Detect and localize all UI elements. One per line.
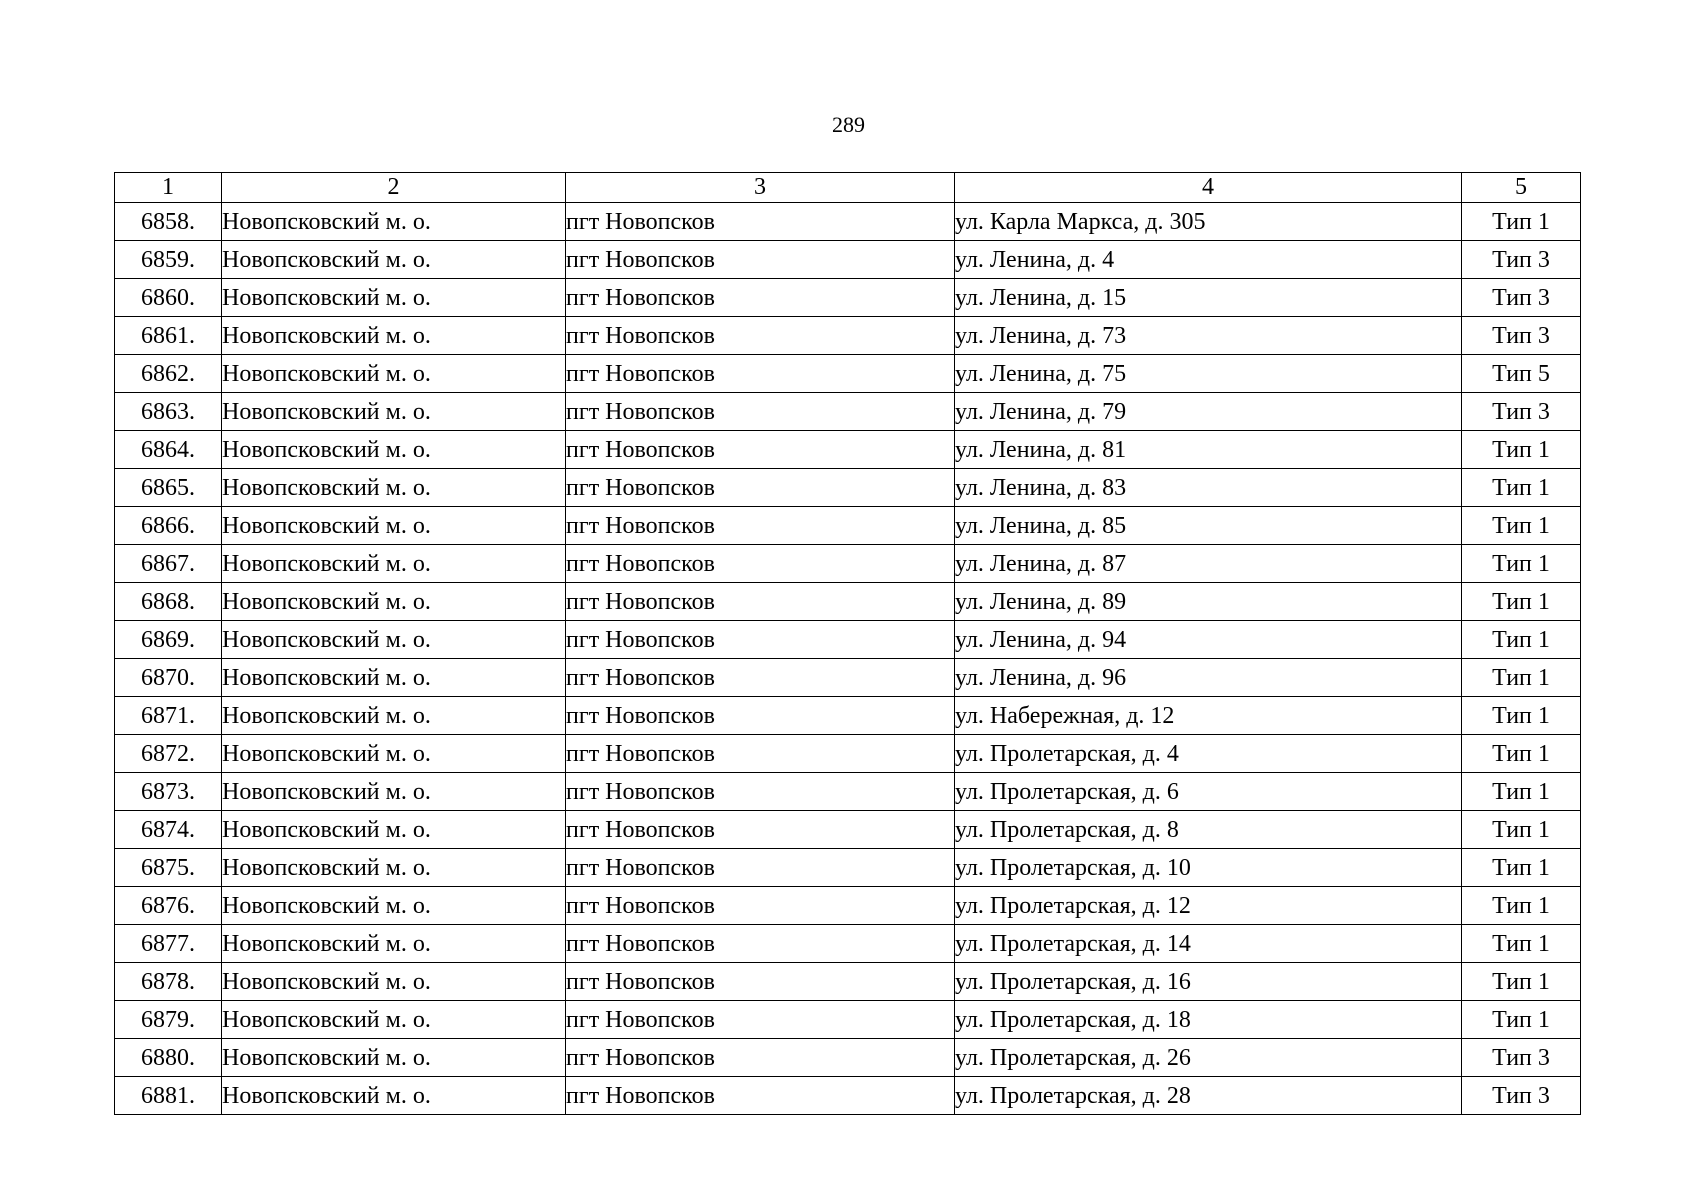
settlement-cell: пгт Новопсков bbox=[566, 469, 955, 507]
settlement-cell: пгт Новопсков bbox=[566, 735, 955, 773]
table-row bbox=[115, 811, 1581, 849]
table-body bbox=[115, 203, 1581, 1115]
district-cell: Новопсковский м. о. bbox=[222, 545, 566, 583]
table-row bbox=[115, 735, 1581, 773]
row-number-cell: 6863. bbox=[115, 393, 222, 431]
type-cell: Тип 1 bbox=[1462, 203, 1581, 241]
settlement-cell: пгт Новопсков bbox=[566, 621, 955, 659]
address-cell: ул. Ленина, д. 87 bbox=[955, 545, 1462, 583]
type-cell: Тип 1 bbox=[1462, 621, 1581, 659]
address-cell: ул. Ленина, д. 94 bbox=[955, 621, 1462, 659]
address-cell: ул. Ленина, д. 85 bbox=[955, 507, 1462, 545]
row-number-cell: 6880. bbox=[115, 1039, 222, 1077]
settlement-cell: пгт Новопсков bbox=[566, 1001, 955, 1039]
row-number-cell: 6867. bbox=[115, 545, 222, 583]
type-cell: Тип 1 bbox=[1462, 469, 1581, 507]
district-cell: Новопсковский м. о. bbox=[222, 811, 566, 849]
type-cell: Тип 1 bbox=[1462, 735, 1581, 773]
district-cell: Новопсковский м. о. bbox=[222, 849, 566, 887]
type-cell: Тип 1 bbox=[1462, 545, 1581, 583]
row-number-cell: 6862. bbox=[115, 355, 222, 393]
type-cell: Тип 5 bbox=[1462, 355, 1581, 393]
district-cell: Новопсковский м. о. bbox=[222, 659, 566, 697]
address-cell: ул. Ленина, д. 75 bbox=[955, 355, 1462, 393]
row-number-cell: 6869. bbox=[115, 621, 222, 659]
table-row bbox=[115, 279, 1581, 317]
address-cell: ул. Ленина, д. 81 bbox=[955, 431, 1462, 469]
district-cell: Новопсковский м. о. bbox=[222, 431, 566, 469]
table-row bbox=[115, 507, 1581, 545]
type-cell: Тип 1 bbox=[1462, 963, 1581, 1001]
table-row bbox=[115, 355, 1581, 393]
type-cell: Тип 1 bbox=[1462, 697, 1581, 735]
type-cell: Тип 1 bbox=[1462, 887, 1581, 925]
district-cell: Новопсковский м. о. bbox=[222, 697, 566, 735]
type-cell: Тип 3 bbox=[1462, 279, 1581, 317]
row-number-cell: 6879. bbox=[115, 1001, 222, 1039]
district-cell: Новопсковский м. о. bbox=[222, 241, 566, 279]
district-cell: Новопсковский м. о. bbox=[222, 279, 566, 317]
district-cell: Новопсковский м. о. bbox=[222, 773, 566, 811]
district-cell: Новопсковский м. о. bbox=[222, 393, 566, 431]
row-number-cell: 6874. bbox=[115, 811, 222, 849]
column-header-2: 2 bbox=[222, 173, 566, 203]
column-header-1: 1 bbox=[115, 173, 222, 203]
district-cell: Новопсковский м. о. bbox=[222, 963, 566, 1001]
table-row bbox=[115, 431, 1581, 469]
header-row bbox=[115, 173, 1581, 203]
settlement-cell: пгт Новопсков bbox=[566, 773, 955, 811]
district-cell: Новопсковский м. о. bbox=[222, 735, 566, 773]
type-cell: Тип 3 bbox=[1462, 317, 1581, 355]
row-number-cell: 6873. bbox=[115, 773, 222, 811]
settlement-cell: пгт Новопсков bbox=[566, 279, 955, 317]
table-row bbox=[115, 621, 1581, 659]
table-row bbox=[115, 1039, 1581, 1077]
row-number-cell: 6877. bbox=[115, 925, 222, 963]
settlement-cell: пгт Новопсков bbox=[566, 241, 955, 279]
district-cell: Новопсковский м. о. bbox=[222, 1039, 566, 1077]
type-cell: Тип 1 bbox=[1462, 507, 1581, 545]
address-cell: ул. Пролетарская, д. 10 bbox=[955, 849, 1462, 887]
row-number-cell: 6868. bbox=[115, 583, 222, 621]
page-number: 289 bbox=[832, 112, 865, 137]
type-cell: Тип 3 bbox=[1462, 241, 1581, 279]
type-cell: Тип 1 bbox=[1462, 811, 1581, 849]
address-cell: ул. Ленина, д. 89 bbox=[955, 583, 1462, 621]
column-header-4: 4 bbox=[955, 173, 1462, 203]
table-row bbox=[115, 469, 1581, 507]
district-cell: Новопсковский м. о. bbox=[222, 355, 566, 393]
district-cell: Новопсковский м. о. bbox=[222, 1077, 566, 1115]
address-cell: ул. Пролетарская, д. 16 bbox=[955, 963, 1462, 1001]
table-row bbox=[115, 925, 1581, 963]
row-number-cell: 6860. bbox=[115, 279, 222, 317]
settlement-cell: пгт Новопсков bbox=[566, 507, 955, 545]
address-cell: ул. Пролетарская, д. 18 bbox=[955, 1001, 1462, 1039]
type-cell: Тип 3 bbox=[1462, 1039, 1581, 1077]
row-number-cell: 6872. bbox=[115, 735, 222, 773]
table-row bbox=[115, 203, 1581, 241]
settlement-cell: пгт Новопсков bbox=[566, 963, 955, 1001]
settlement-cell: пгт Новопсков bbox=[566, 659, 955, 697]
table-row bbox=[115, 393, 1581, 431]
table-row bbox=[115, 963, 1581, 1001]
type-cell: Тип 1 bbox=[1462, 773, 1581, 811]
address-cell: ул. Пролетарская, д. 4 bbox=[955, 735, 1462, 773]
settlement-cell: пгт Новопсков bbox=[566, 697, 955, 735]
row-number-cell: 6878. bbox=[115, 963, 222, 1001]
settlement-cell: пгт Новопсков bbox=[566, 1077, 955, 1115]
settlement-cell: пгт Новопсков bbox=[566, 583, 955, 621]
table-row bbox=[115, 545, 1581, 583]
row-number-cell: 6864. bbox=[115, 431, 222, 469]
row-number-cell: 6858. bbox=[115, 203, 222, 241]
table-row bbox=[115, 697, 1581, 735]
district-cell: Новопсковский м. о. bbox=[222, 317, 566, 355]
settlement-cell: пгт Новопсков bbox=[566, 887, 955, 925]
column-header-3: 3 bbox=[566, 173, 955, 203]
row-number-cell: 6876. bbox=[115, 887, 222, 925]
table-row bbox=[115, 659, 1581, 697]
type-cell: Тип 1 bbox=[1462, 659, 1581, 697]
registry-table bbox=[114, 172, 1581, 1115]
settlement-cell: пгт Новопсков bbox=[566, 849, 955, 887]
address-cell: ул. Пролетарская, д. 26 bbox=[955, 1039, 1462, 1077]
settlement-cell: пгт Новопсков bbox=[566, 317, 955, 355]
district-cell: Новопсковский м. о. bbox=[222, 887, 566, 925]
row-number-cell: 6861. bbox=[115, 317, 222, 355]
address-cell: ул. Ленина, д. 83 bbox=[955, 469, 1462, 507]
table-row bbox=[115, 887, 1581, 925]
row-number-cell: 6865. bbox=[115, 469, 222, 507]
address-cell: ул. Пролетарская, д. 28 bbox=[955, 1077, 1462, 1115]
type-cell: Тип 1 bbox=[1462, 849, 1581, 887]
settlement-cell: пгт Новопсков bbox=[566, 431, 955, 469]
table-row bbox=[115, 1077, 1581, 1115]
address-cell: ул. Пролетарская, д. 12 bbox=[955, 887, 1462, 925]
district-cell: Новопсковский м. о. bbox=[222, 925, 566, 963]
settlement-cell: пгт Новопсков bbox=[566, 811, 955, 849]
address-cell: ул. Набережная, д. 12 bbox=[955, 697, 1462, 735]
row-number-cell: 6875. bbox=[115, 849, 222, 887]
row-number-cell: 6859. bbox=[115, 241, 222, 279]
type-cell: Тип 1 bbox=[1462, 431, 1581, 469]
address-cell: ул. Ленина, д. 96 bbox=[955, 659, 1462, 697]
address-cell: ул. Пролетарская, д. 6 bbox=[955, 773, 1462, 811]
type-cell: Тип 3 bbox=[1462, 393, 1581, 431]
address-cell: ул. Ленина, д. 15 bbox=[955, 279, 1462, 317]
district-cell: Новопсковский м. о. bbox=[222, 1001, 566, 1039]
type-cell: Тип 3 bbox=[1462, 1077, 1581, 1115]
column-header-5: 5 bbox=[1462, 173, 1581, 203]
settlement-cell: пгт Новопсков bbox=[566, 355, 955, 393]
district-cell: Новопсковский м. о. bbox=[222, 469, 566, 507]
address-cell: ул. Пролетарская, д. 8 bbox=[955, 811, 1462, 849]
type-cell: Тип 1 bbox=[1462, 583, 1581, 621]
type-cell: Тип 1 bbox=[1462, 925, 1581, 963]
settlement-cell: пгт Новопсков bbox=[566, 925, 955, 963]
address-cell: ул. Ленина, д. 79 bbox=[955, 393, 1462, 431]
settlement-cell: пгт Новопсков bbox=[566, 203, 955, 241]
table-row bbox=[115, 317, 1581, 355]
table-row bbox=[115, 241, 1581, 279]
district-cell: Новопсковский м. о. bbox=[222, 583, 566, 621]
district-cell: Новопсковский м. о. bbox=[222, 203, 566, 241]
table-header bbox=[115, 173, 1581, 203]
table-row bbox=[115, 583, 1581, 621]
table-row bbox=[115, 773, 1581, 811]
district-cell: Новопсковский м. о. bbox=[222, 621, 566, 659]
address-cell: ул. Ленина, д. 73 bbox=[955, 317, 1462, 355]
table-row bbox=[115, 849, 1581, 887]
district-cell: Новопсковский м. о. bbox=[222, 507, 566, 545]
type-cell: Тип 1 bbox=[1462, 1001, 1581, 1039]
table-row bbox=[115, 1001, 1581, 1039]
settlement-cell: пгт Новопсков bbox=[566, 545, 955, 583]
settlement-cell: пгт Новопсков bbox=[566, 393, 955, 431]
row-number-cell: 6866. bbox=[115, 507, 222, 545]
address-cell: ул. Пролетарская, д. 14 bbox=[955, 925, 1462, 963]
settlement-cell: пгт Новопсков bbox=[566, 1039, 955, 1077]
row-number-cell: 6870. bbox=[115, 659, 222, 697]
row-number-cell: 6881. bbox=[115, 1077, 222, 1115]
address-cell: ул. Ленина, д. 4 bbox=[955, 241, 1462, 279]
row-number-cell: 6871. bbox=[115, 697, 222, 735]
address-cell: ул. Карла Маркса, д. 305 bbox=[955, 203, 1462, 241]
